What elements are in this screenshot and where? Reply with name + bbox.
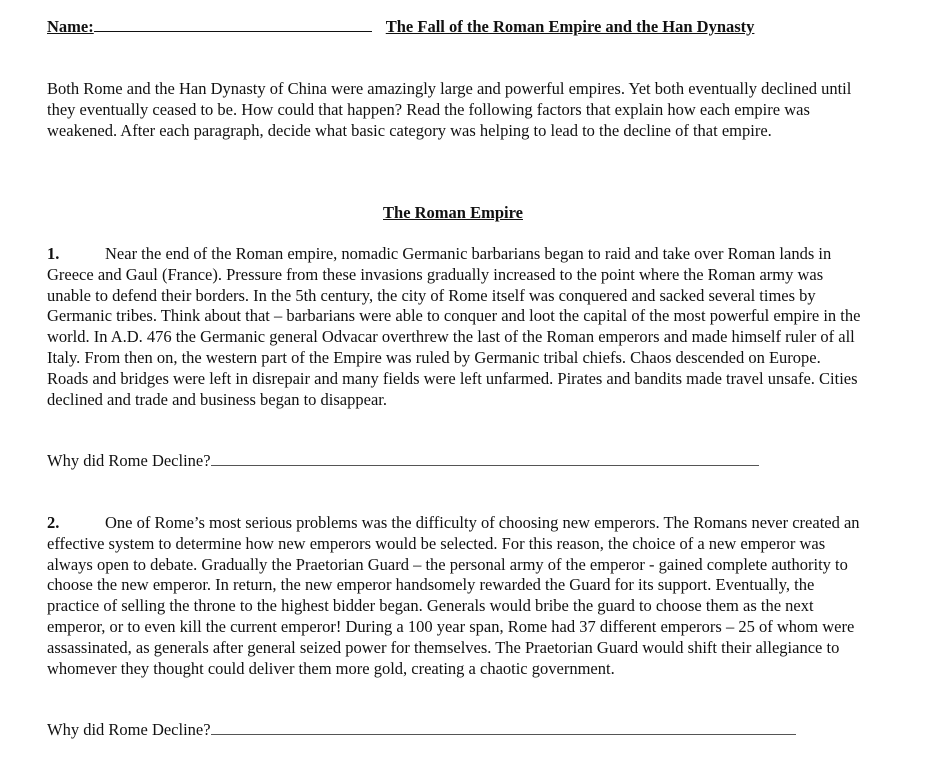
question-label: Why did Rome Decline? <box>47 720 211 739</box>
question-1 <box>47 451 759 472</box>
paragraph-2 <box>47 513 862 679</box>
name-field[interactable] <box>94 17 372 32</box>
section-title: The Roman Empire <box>383 203 523 222</box>
intro-paragraph: Both Rome and the Han Dynasty of China were amazingly large and powerful empires. Yet both eventually declined until they eventually ceased to be. How could that happen? Read the following factors that explain how each empire was weakened. After each paragraph, decide what basic category was helping to lead to the decline of that empire. <box>47 79 852 140</box>
paragraph-1 <box>47 244 862 410</box>
worksheet-title: The Fall of the Roman Empire and the Han Dynasty <box>385 17 755 36</box>
question-2 <box>47 720 796 741</box>
paragraph-text: Near the end of the Roman empire, nomadic Germanic barbarians began to raid and take over Roman lands in Greece and Gaul (France). Pressure from these invasions gradually increased to the point where the Roman army was unable to defend their borders. In the 5th century, the city of Rome itself was conquered and sacked several times by Germanic tribes. Think about that – barbarians were able to conquer and loot the capital of the most powerful empire in the world. In A.D. 476 the Germanic general Odvacar overthrew the last of the Roman emperors and made himself ruler of all Italy. From then on, the western part of the Empire was ruled by Germanic tribal chiefs. Chaos descended on Europe. Roads and bridges were left in disrepair and many fields were left unfarmed. Pirates and bandits made travel unsafe. Cities declined and trade and business began to disappear. <box>47 244 861 409</box>
paragraph-number: 2. <box>47 513 60 532</box>
name-label: Name: <box>47 17 94 36</box>
paragraph-number: 1. <box>47 244 60 263</box>
paragraph-text: One of Rome’s most serious problems was the difficulty of choosing new emperors. The Romans never created an effective system to determine how new emperors would be selected. For this reason, the choice of a new emperor was always open to debate. Gradually the Praetorian Guard – the personal army of the emperor - gained complete authority to choose the new emperor. In return, the new emperor handsomely rewarded the Guard for its support. Eventually, the practice of selling the throne to the highest bidder began. Generals would bribe the guard to choose them as the next emperor, or to even kill the current emperor! During a 100 year span, Rome had 37 different emperors – 25 of whom were assassinated, as generals after general seized power for themselves. The Praetorian Guard would shift their allegiance to whomever they thought could deliver them more gold, creating a chaotic government. <box>47 513 860 678</box>
answer-field-2[interactable] <box>211 720 796 735</box>
worksheet-header <box>47 17 754 38</box>
answer-field-1[interactable] <box>211 451 759 466</box>
question-label: Why did Rome Decline? <box>47 451 211 470</box>
